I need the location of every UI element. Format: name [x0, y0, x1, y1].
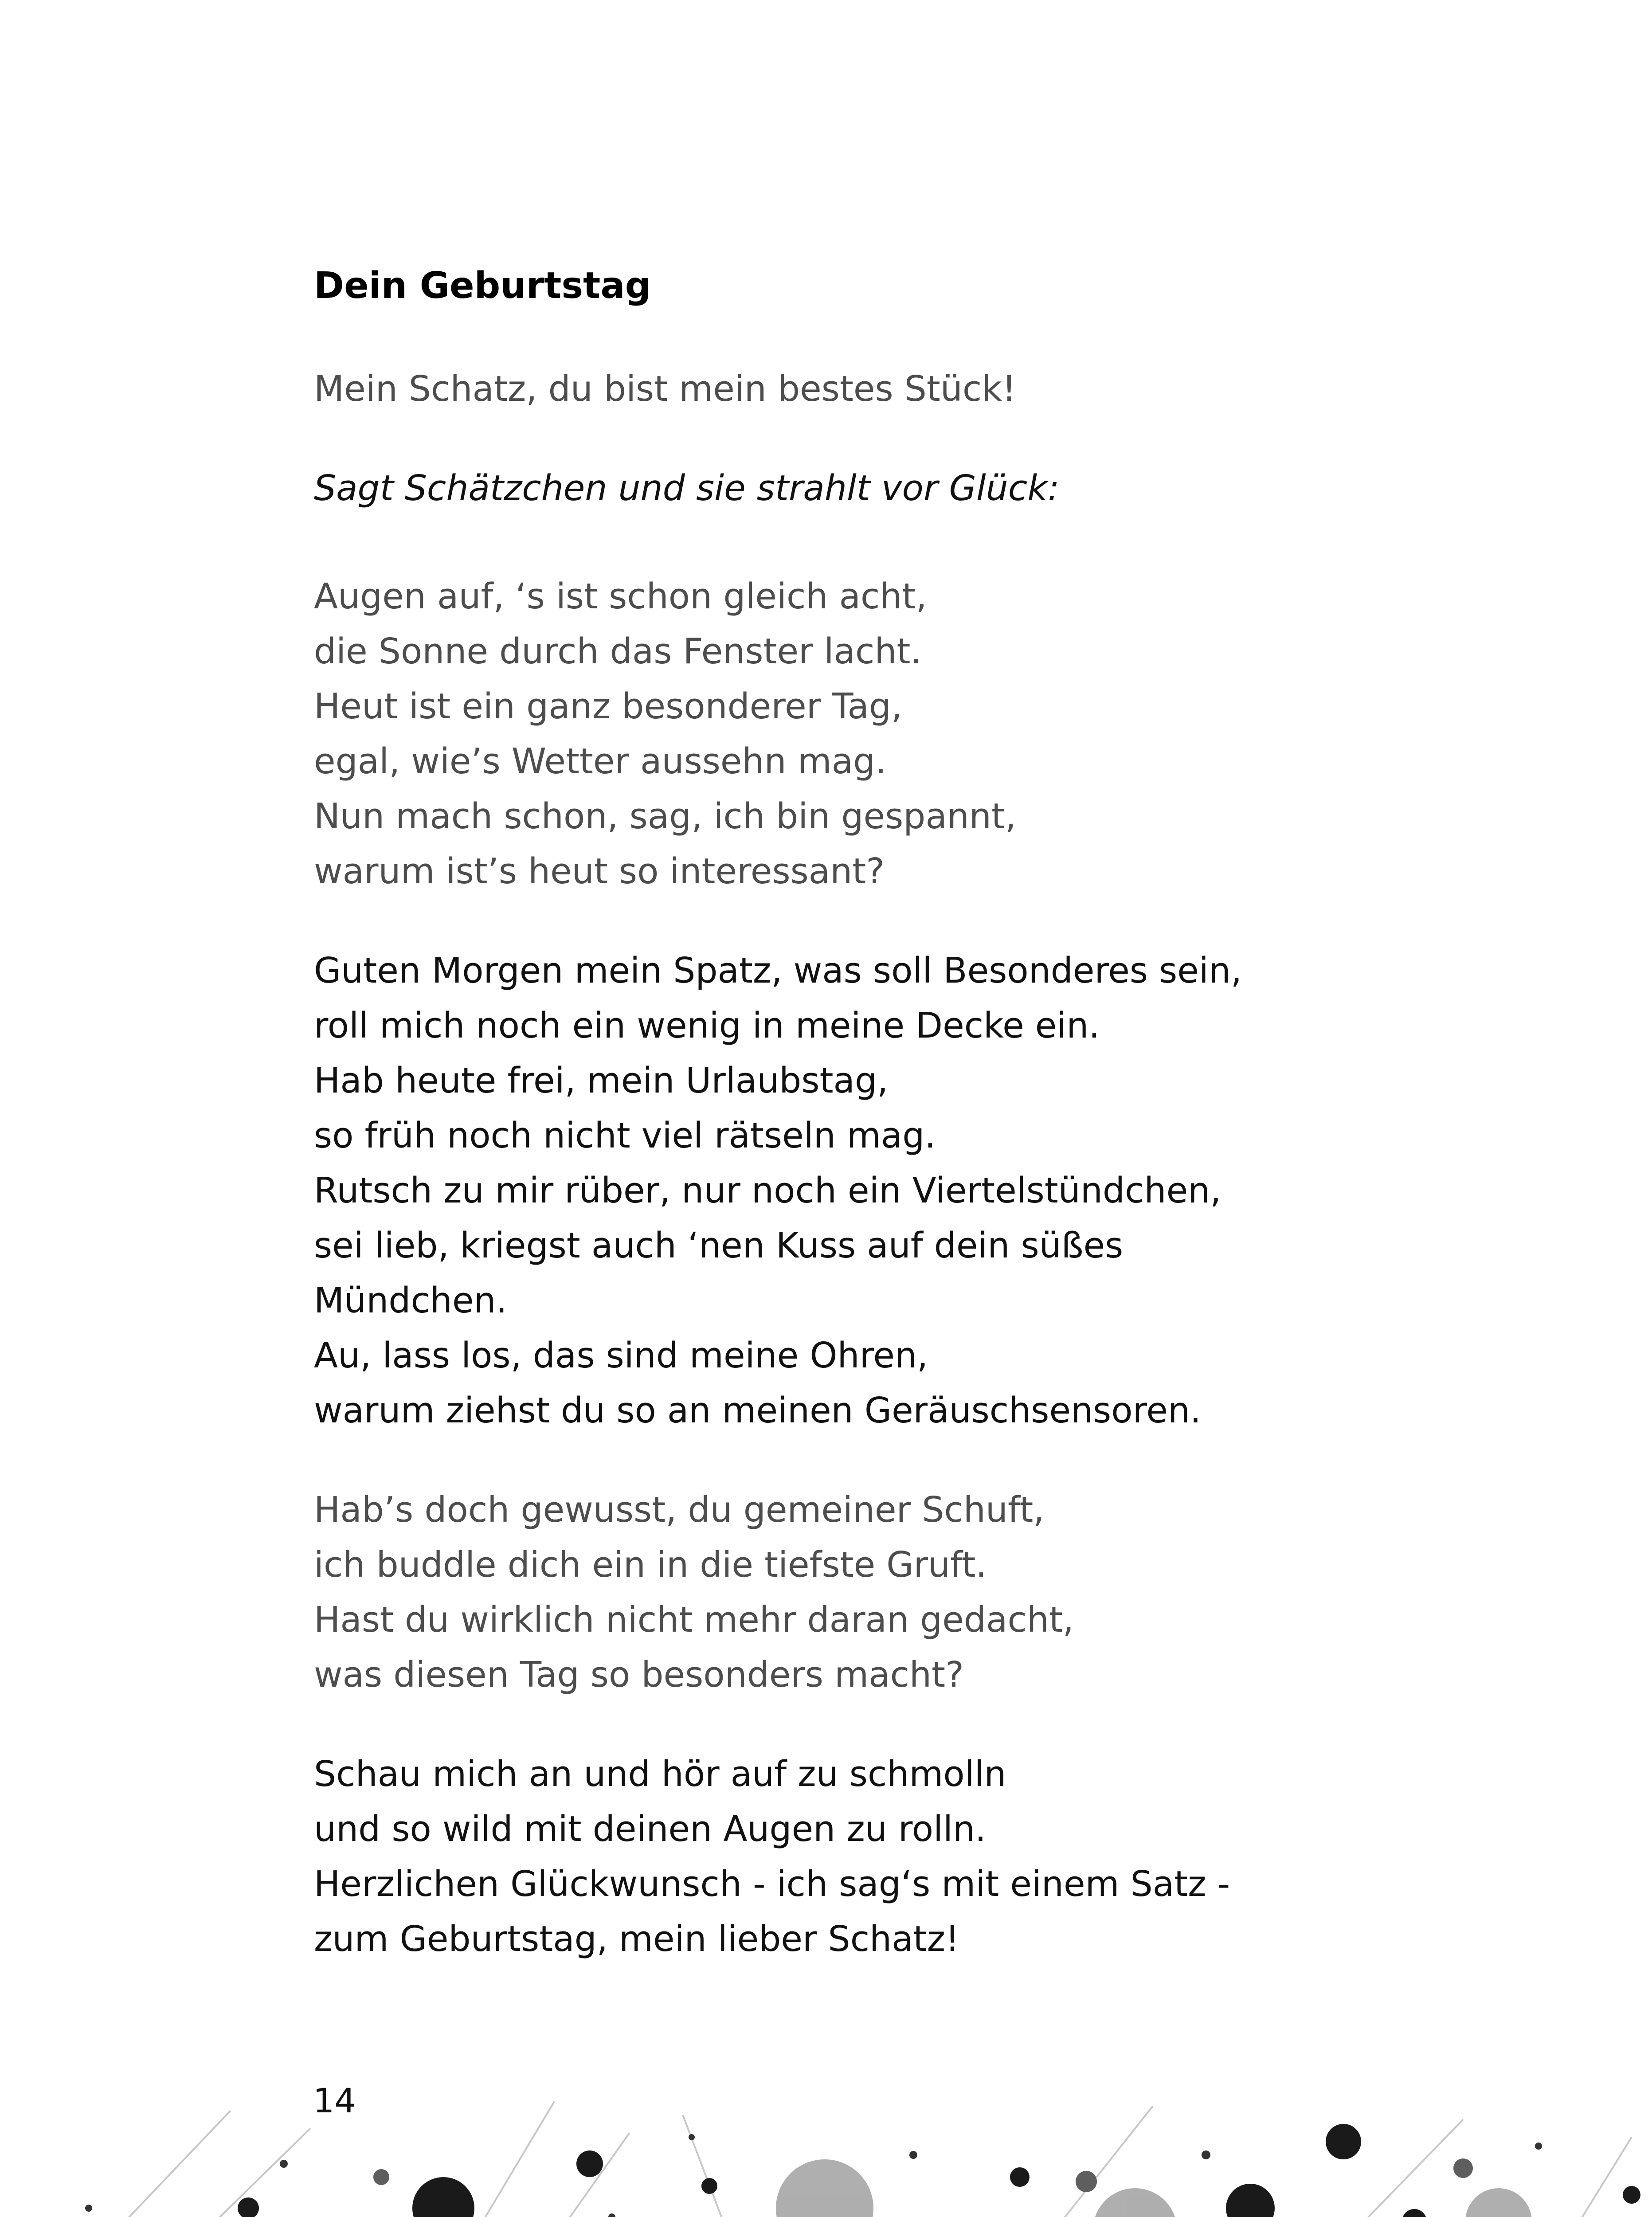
poem-line: Au, lass los, das sind meine Ohren, — [314, 1335, 928, 1376]
poem-title: Dein Geburtstag — [314, 265, 651, 307]
poem-line: warum ist’s heut so interessant? — [314, 851, 885, 892]
poem-line: was diesen Tag so besonders macht? — [314, 1654, 964, 1695]
poem-line: und so wild mit deinen Augen zu rolln. — [314, 1809, 987, 1849]
poem-line: sei lieb, kriegst auch ‘nen Kuss auf dein süßes — [314, 1225, 1124, 1266]
poem-line: so früh noch nicht viel rätseln mag. — [314, 1115, 936, 1156]
poem-line: roll mich noch ein wenig in meine Decke ein. — [314, 1005, 1100, 1046]
ink-splatter-decoration — [0, 2075, 1652, 2217]
poem-line: Schau mich an und hör auf zu schmolln — [314, 1754, 1006, 1794]
poem-line: egal, wie’s Wetter aussehn mag. — [314, 741, 887, 782]
stanza-3 — [314, 1482, 1378, 1702]
page-number: 14 — [313, 2081, 356, 2120]
stanza-2 — [314, 943, 1378, 1438]
intro-line: Mein Schatz, du bist mein bestes Stück! — [314, 368, 1016, 409]
poem-line: zum Geburtstag, mein lieber Schatz! — [314, 1919, 959, 1959]
poem-line: Hab’s doch gewusst, du gemeiner Schuft, — [314, 1489, 1045, 1530]
poem — [314, 259, 1378, 1966]
poem-line: die Sonne durch das Fenster lacht. — [314, 631, 922, 672]
poem-line: Nun mach schon, sag, ich bin gespannt, — [314, 796, 1017, 837]
poem-line: Heut ist ein ganz besonderer Tag, — [314, 686, 903, 727]
stanza-1 — [314, 569, 1378, 899]
stanza-4 — [314, 1747, 1378, 1966]
poem-line: Augen auf, ‘s ist schon gleich acht, — [314, 576, 927, 617]
poem-line: Hab heute frei, mein Urlaubstag, — [314, 1060, 889, 1101]
poem-line: Herzlichen Glückwunsch - ich sag‘s mit einem Satz - — [314, 1864, 1230, 1904]
poem-line: Rutsch zu mir rüber, nur noch ein Viertelstündchen, — [314, 1170, 1221, 1211]
poem-line: Guten Morgen mein Spatz, was soll Besonderes sein, — [314, 950, 1242, 991]
poem-line: warum ziehst du so an meinen Geräuschsensoren. — [314, 1390, 1202, 1431]
poem-line: ich buddle dich ein in die tiefste Gruft. — [314, 1544, 987, 1585]
intro-italic-line: Sagt Schätzchen und sie strahlt vor Glück: — [314, 468, 1060, 509]
poem-line: Mündchen. — [314, 1280, 507, 1321]
poem-line: Hast du wirklich nicht mehr daran gedacht, — [314, 1599, 1074, 1640]
